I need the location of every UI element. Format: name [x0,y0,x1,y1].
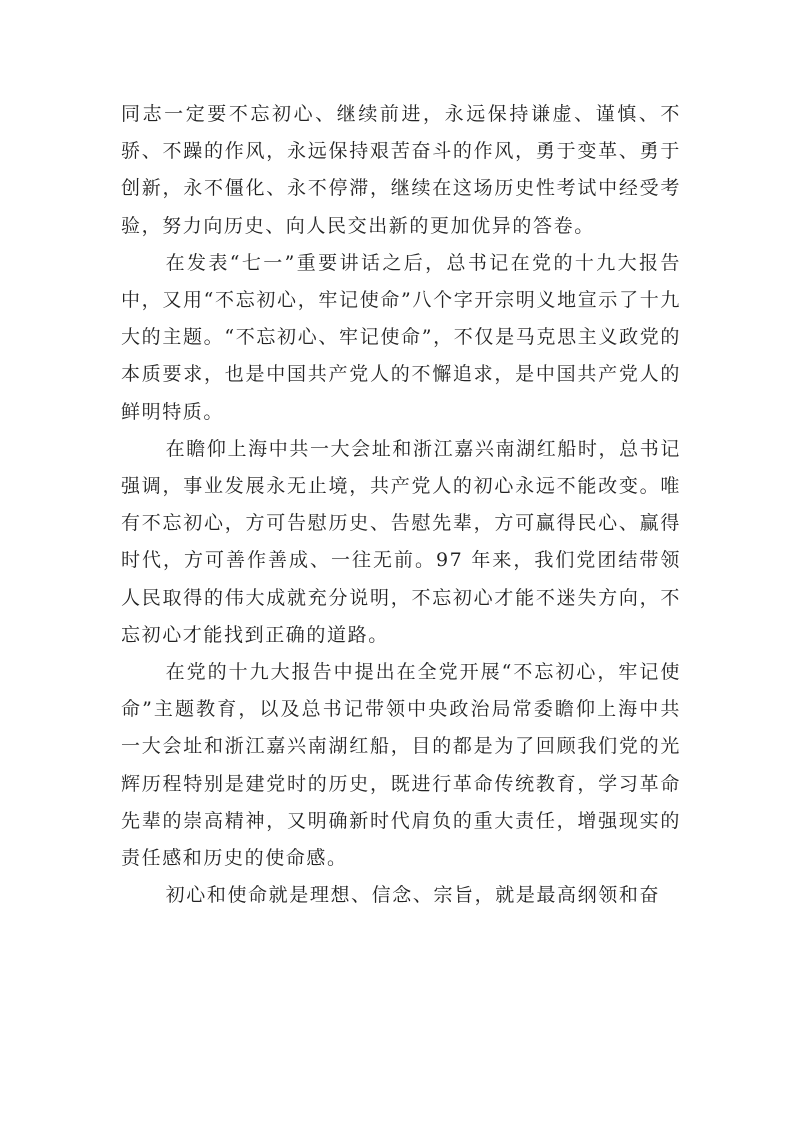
paragraph-1: 同志一定要不忘初心、继续前进，永远保持谦虚、谨慎、不骄、不躁的作风，永远保持艰苦奋斗的作风，勇于变革、勇于创新，永不僵化、永不停滞，继续在这场历史性考试中经受考验，努力向历史、向人民交出新的更加优异的答卷。 [121,103,681,237]
paragraph-4: 在党的十九大报告中提出在全党开展“不忘初心，牢记使命”主题教育，以及总书记带领中央政治局常委瞻仰上海中共一大会址和浙江嘉兴南湖红船，目的都是为了回顾我们党的光辉历程特别是建党时的历史，既进行革命传统教育，学习革命先辈的崇高精神，又明确新时代肩负的重大责任，增强现实的责任感和历史的使命感。 [121,661,681,870]
document-body [121,96,681,914]
paragraph-3: 在瞻仰上海中共一大会址和浙江嘉兴南湖红船时，总书记强调，事业发展永无止境，共产党人的初心永远不能改变。唯有不忘初心，方可告慰历史、告慰先辈，方可赢得民心、赢得时代，方可善作善成、一往无前。97 年来，我们党团结带领人民取得的伟大成就充分说明，不忘初心才能不迷失方向，不忘初心才能找到正确的道路。 [121,437,681,646]
paragraph-2: 在发表“七一”重要讲话之后，总书记在党的十九大报告中，又用“不忘初心，牢记使命”八个字开宗明义地宣示了十九大的主题。“不忘初心、牢记使命”，不仅是马克思主义政党的本质要求，也是中国共产党人的不懈追求，是中国共产党人的鲜明特质。 [121,251,681,423]
paragraph-5: 初心和使命就是理想、信念、宗旨，就是最高纲领和奋 [165,884,661,907]
